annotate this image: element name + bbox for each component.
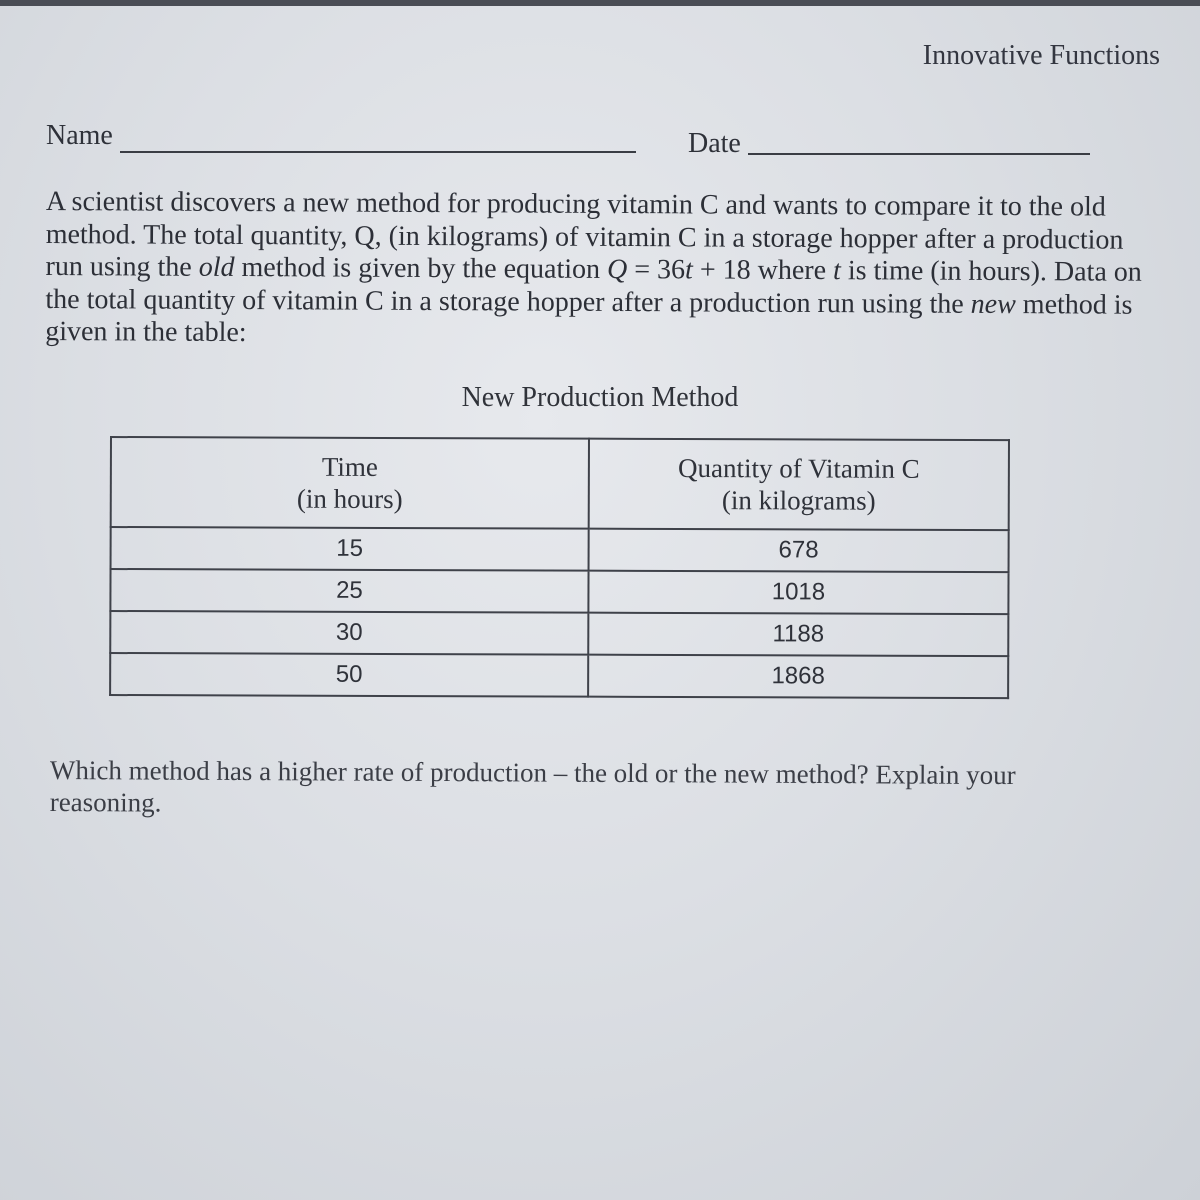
time-header-line2: (in hours) [296,483,403,515]
t-variable: t [833,255,841,287]
quantity-header-line1: Quantity of Vitamin C [678,452,920,484]
problem-text-4: method is given in the table: [45,288,1133,349]
question-prompt: Which method has a higher rate of production – the old or the new method? Explain your reasoning. [49,755,1016,818]
table-title: New Production Method [461,382,739,413]
time-cell: 50 [110,653,588,697]
time-cell: 30 [110,611,588,655]
name-field [46,120,113,152]
equation-end: + 18 where [692,254,834,287]
equation-var-t: t [685,254,693,286]
problem-statement [45,186,1156,354]
production-table [109,436,1010,699]
time-cell: 25 [110,569,588,613]
date-blank-line [748,153,1090,155]
problem-text-2: method is given by the equation [234,251,608,285]
table-row [110,611,1008,656]
time-column-header [111,437,589,529]
quantity-header-line2: (in kilograms) [721,485,876,516]
quantity-cell: 1018 [588,571,1008,614]
table-row [110,653,1008,698]
problem-text-1: A scientist discovers a new method for producing vitamin C and wants to compare it to the old method. The total quantity, Q, (in kilograms) of vitamin C in a storage hopper after a production run using the [45,186,1124,283]
quantity-cell: 678 [589,529,1009,572]
equation-var-q: Q [606,253,628,286]
name-blank-line [120,151,636,153]
time-cell: 15 [111,527,589,571]
name-label: Name [46,120,113,151]
table-row [111,527,1009,572]
problem-text-3: is time (in hours). Data on the total quantity of vitamin C in a storage hopper after a production run using the [45,255,1142,320]
new-emphasis: new [970,288,1016,320]
table-row [110,569,1008,614]
date-label: Date [688,128,741,159]
old-emphasis: old [198,251,235,283]
date-field [688,128,741,160]
quantity-cell: 1868 [588,655,1008,698]
quantity-column-header [589,439,1009,530]
course-title: Innovative Functions [922,40,1160,71]
quantity-cell: 1188 [588,613,1008,656]
equation-middle: = 36 [627,254,686,286]
table-header-row [111,437,1009,530]
time-header-line1: Time [321,451,378,482]
monitor-top-edge [0,0,1200,6]
